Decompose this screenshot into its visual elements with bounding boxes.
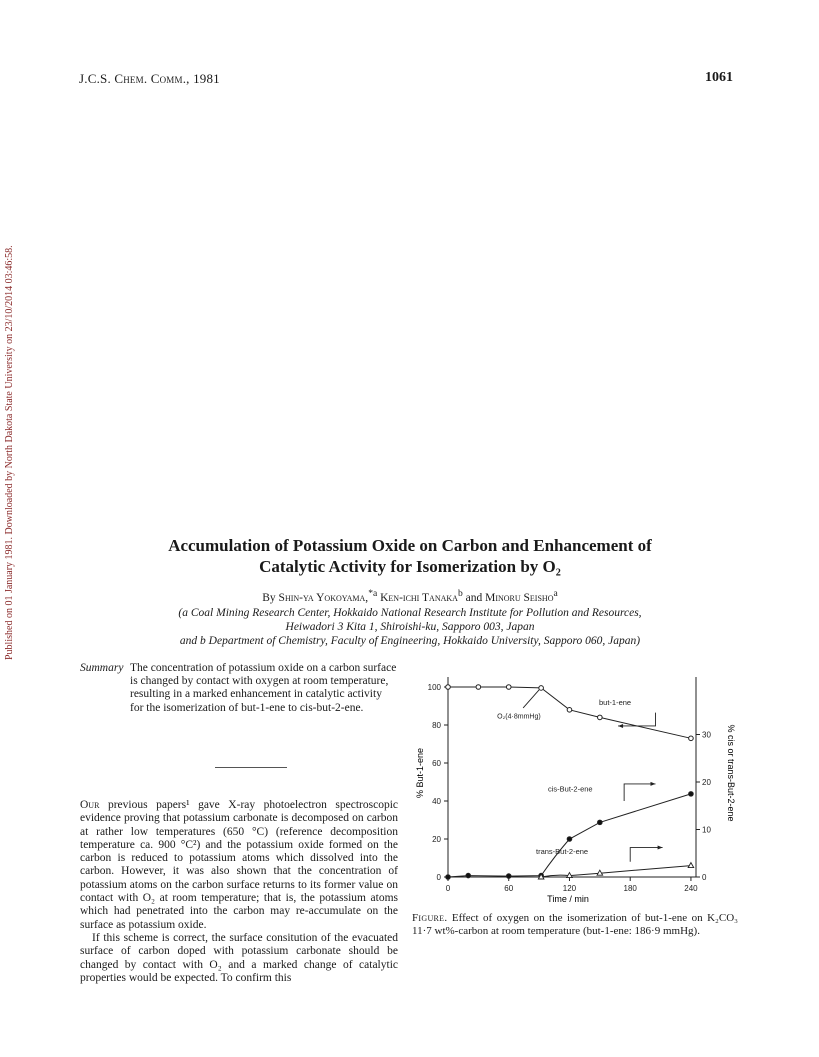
arrow-cis xyxy=(624,784,655,801)
summary-divider xyxy=(215,767,287,768)
chart-marks xyxy=(446,685,694,880)
author-and: and xyxy=(465,591,483,604)
affiliations xyxy=(100,606,720,648)
summary-text: The concentration of potassium oxide on a carbon surface is changed by contact with oxygen at room temperature, resulting in a marked enhancement in catalytic activity for the isomerization of but-1-ene to cis-but-2-ene. xyxy=(130,662,397,714)
x-tick-label: 180 xyxy=(623,884,637,893)
page-number: 1061 xyxy=(705,70,733,85)
running-header xyxy=(79,71,220,87)
y-tick-label-left: 60 xyxy=(432,759,441,768)
y-tick-label-left: 40 xyxy=(432,797,441,806)
data-point xyxy=(689,792,694,797)
data-point xyxy=(446,685,451,690)
data-point xyxy=(567,708,572,713)
paragraph-1 xyxy=(80,799,398,932)
o2-annotation: O₂(4·8mmHg) xyxy=(497,713,541,721)
series-label-cis: cis-But-2-ene xyxy=(548,784,593,794)
paragraph-1-text: previous papers¹ gave X-ray photoelectron spectroscopic evidence proving that potassium carbonate is decomposed on carbon at rather low temperatures (650 °C) (reference decomposition temperature ca. 900 °C²) and the potassium oxide formed on the carbon is reduced to potassium atoms which dissolved into the carbon. However, it was also shown that the concentration of potassium atoms on the carbon surface returns to its former value on contact with O₂ at room temperature; that is, the potassium atoms which had penetrated into the carbon may re-accumulate on the surface as potassium oxide. xyxy=(80,799,398,931)
y-tick-label-left: 20 xyxy=(432,835,441,844)
author-2-mark: b xyxy=(457,588,463,599)
data-point xyxy=(506,685,511,690)
caption-text: Effect of oxygen on the isomerization of but-1-ene on K₂CO₃ 11·7 wt%-carbon at room temperature (but-1-ene: 186·9 mmHg). xyxy=(412,912,738,937)
author-by: By xyxy=(262,591,276,604)
x-tick-label: 0 xyxy=(445,884,451,893)
arrow-head xyxy=(651,782,656,786)
data-point xyxy=(598,715,603,720)
author-list xyxy=(100,588,720,604)
y-axis-label-right: % cis or trans-But-2-ene xyxy=(726,724,736,822)
article-title xyxy=(100,535,720,577)
journal-name: J.C.S. Chem. Comm., xyxy=(79,71,190,86)
summary-label: Summary xyxy=(80,662,124,674)
isomerization-chart xyxy=(412,665,738,905)
series-line-cis-but-2-ene xyxy=(448,794,691,877)
data-point xyxy=(567,837,572,842)
journal-year: 1981 xyxy=(193,71,220,86)
download-watermark-text: Published on 01 January 1981. Downloaded by North Dakota State University on 23/10/2014 03:46:58. xyxy=(4,245,15,660)
download-watermark xyxy=(2,160,16,660)
figure-caption xyxy=(412,912,738,937)
paragraph-2: If this scheme is correct, the surface consitution of the evacuated surface of carbon doped with potassium carbonate should be changed by contact with O₂ and a marked change of catalytic properties would be expected. To confirm this xyxy=(80,931,398,984)
arrow-head xyxy=(658,846,663,850)
y-tick-label-right: 10 xyxy=(702,825,711,835)
x-tick-label: 60 xyxy=(504,884,514,893)
author-1-marks: *a xyxy=(368,588,378,599)
y-tick-label-right: 0 xyxy=(702,873,707,882)
data-point xyxy=(539,686,544,691)
body-text xyxy=(80,799,398,985)
author-1: Shin-ya Yokoyama, xyxy=(278,591,369,604)
data-point xyxy=(688,863,694,868)
o2-pointer xyxy=(523,690,539,708)
paragraph-1-lead: Our xyxy=(80,799,100,811)
y-axis-label-left: % But-1-ene xyxy=(415,747,425,799)
series-label-but-1-ene: but-1-ene xyxy=(599,698,632,708)
series-line-but-1-ene xyxy=(448,687,691,738)
affiliation-line2: Heiwadori 3 Kita 1, Shiroishi-ku, Sapporo 003, Japan xyxy=(285,621,535,633)
author-3: Minoru Seisho xyxy=(485,591,554,604)
affiliation-line1: (a Coal Mining Research Center, Hokkaido National Research Institute for Pollution and Resources, xyxy=(178,607,642,619)
arrow-head xyxy=(618,724,623,728)
series-label-trans: trans-But-2-ene xyxy=(536,847,589,857)
data-point xyxy=(598,820,603,825)
x-tick-label: 240 xyxy=(684,884,698,893)
data-point xyxy=(689,736,694,741)
arrow-but-1-ene xyxy=(618,713,655,726)
arrow-trans xyxy=(630,848,662,862)
caption-label: Figure. xyxy=(412,912,448,924)
y-tick-label-right: 20 xyxy=(702,778,711,787)
affiliation-line3: and b Department of Chemistry, Faculty of Engineering, Hokkaido University, Sapporo 060, Japan) xyxy=(179,635,641,647)
article-title-line1: Accumulation of Potassium Oxide on Carbon and Enhancement of xyxy=(168,536,652,555)
y-tick-label-left: 80 xyxy=(432,721,441,730)
x-axis-label: Time / min xyxy=(547,894,589,904)
data-point xyxy=(506,874,511,879)
data-point xyxy=(476,685,481,690)
data-point xyxy=(466,873,471,878)
article-title-line2: Catalytic Activity for Isomerization by O₂ xyxy=(259,557,561,576)
y-tick-label-left: 100 xyxy=(427,683,441,692)
data-point xyxy=(446,875,451,880)
author-3-mark: a xyxy=(553,588,558,599)
summary-block xyxy=(80,662,398,715)
x-tick-label: 120 xyxy=(562,884,577,893)
y-tick-label-right: 30 xyxy=(702,730,711,740)
author-2: Ken-ichi Tanaka xyxy=(380,591,458,604)
y-tick-label-left: 0 xyxy=(436,873,441,882)
series-line-trans-but-2-ene xyxy=(541,866,691,877)
